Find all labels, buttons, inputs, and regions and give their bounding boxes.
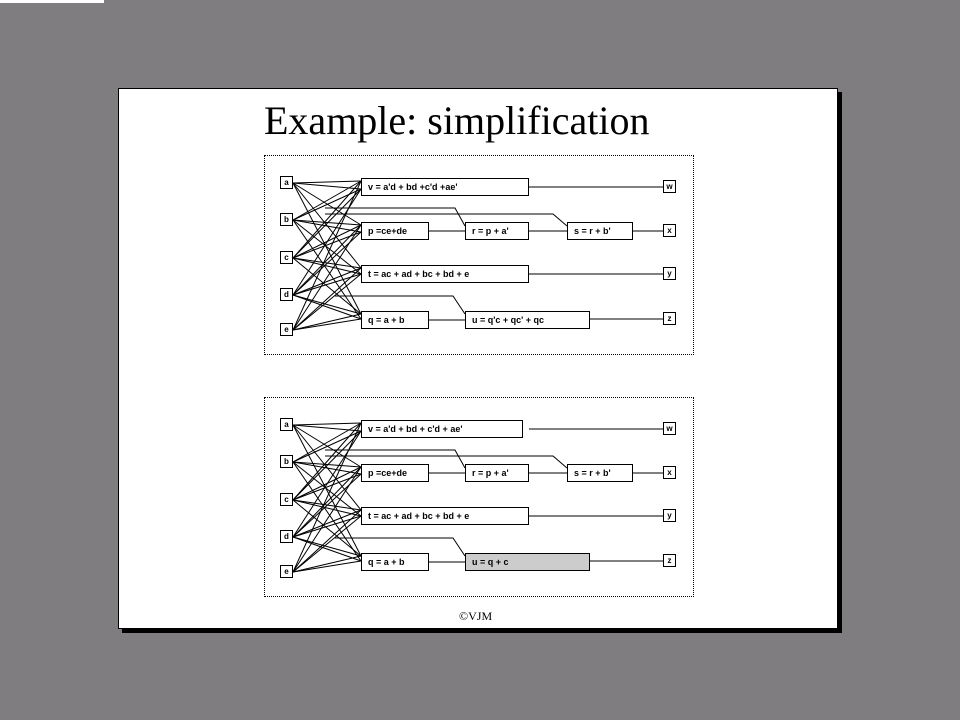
output-z: z xyxy=(663,312,676,325)
slide-title: Example: simplification xyxy=(264,98,650,143)
fan-wire xyxy=(293,425,361,431)
diagram-simplified xyxy=(264,397,694,597)
input-d: d xyxy=(280,288,293,301)
node-s: s = r + b' xyxy=(567,222,633,240)
node-v: v = a'd + bd + c'd + ae' xyxy=(361,420,523,438)
output-y: y xyxy=(663,509,676,522)
top-strip xyxy=(0,0,104,3)
output-w: w xyxy=(663,180,676,193)
node-s: s = r + b' xyxy=(567,464,633,482)
node-t: t = ac + ad + bc + bd + e xyxy=(361,265,529,283)
input-b: b xyxy=(280,455,293,468)
input-b: b xyxy=(280,213,293,226)
node-r: r = p + a' xyxy=(465,464,529,482)
node-q: q = a + b xyxy=(361,553,429,571)
fan-wire xyxy=(293,183,361,189)
input-e: e xyxy=(280,565,293,578)
fan-wire xyxy=(293,268,361,295)
input-a: a xyxy=(280,418,293,431)
input-d: d xyxy=(280,530,293,543)
slide xyxy=(118,88,838,629)
node-v: v = a'd + bd +c'd +ae' xyxy=(361,178,529,196)
node-p: p =ce+de xyxy=(361,222,429,240)
input-a: a xyxy=(280,176,293,189)
node-p: p =ce+de xyxy=(361,464,429,482)
fan-wire xyxy=(293,462,361,467)
fan-wire xyxy=(293,181,361,183)
input-e: e xyxy=(280,323,293,336)
fan-wire xyxy=(293,423,361,425)
node-r: r = p + a' xyxy=(465,222,529,240)
output-x: x xyxy=(663,466,676,479)
input-c: c xyxy=(280,251,293,264)
diagram-original xyxy=(264,155,694,355)
node-u: u = q'c + qc' + qc xyxy=(465,311,590,329)
output-x: x xyxy=(663,224,676,237)
output-y: y xyxy=(663,267,676,280)
output-w: w xyxy=(663,422,676,435)
input-c: c xyxy=(280,493,293,506)
node-t: t = ac + ad + bc + bd + e xyxy=(361,507,529,525)
node-u-simplified: u = q + c xyxy=(465,553,590,571)
fan-wire xyxy=(293,510,361,537)
node-q: q = a + b xyxy=(361,311,429,329)
copyright-footer: ©VJM xyxy=(459,609,493,623)
fan-wire xyxy=(293,220,361,225)
output-z: z xyxy=(663,554,676,567)
